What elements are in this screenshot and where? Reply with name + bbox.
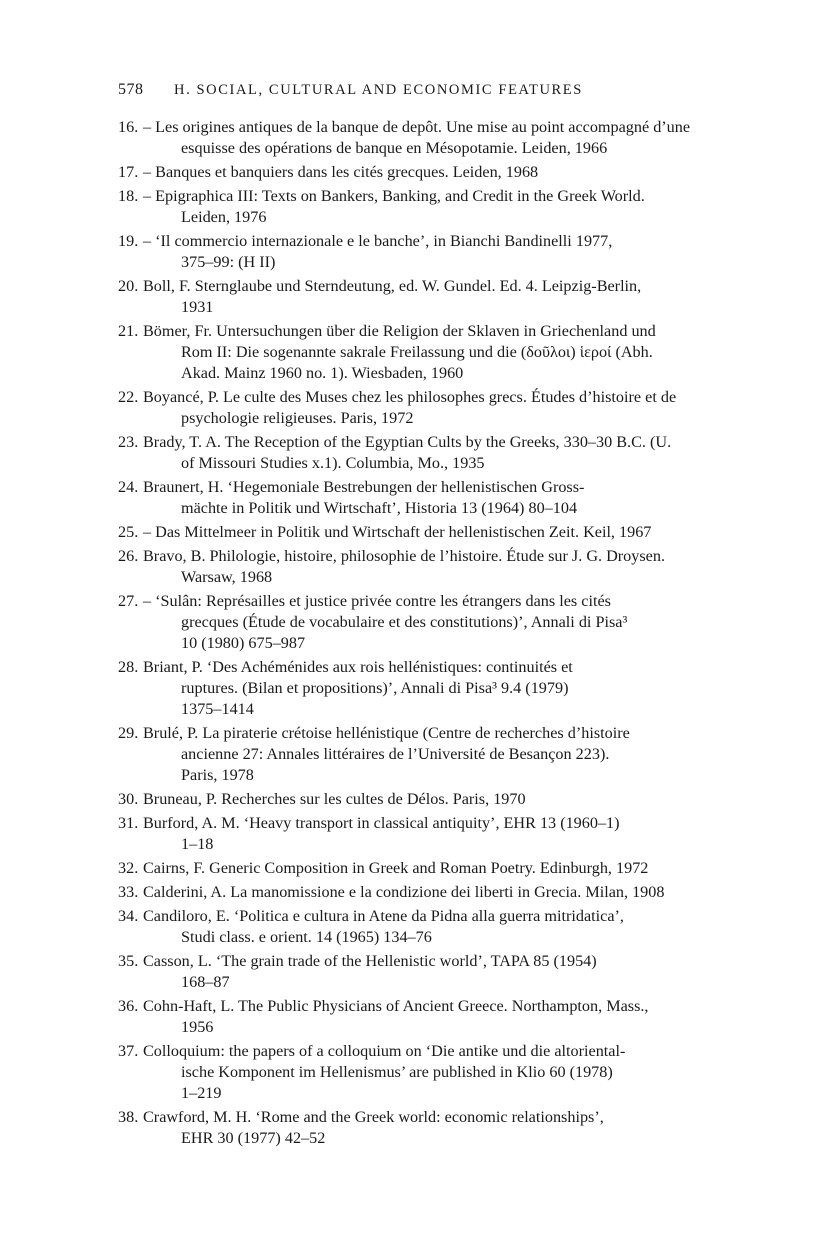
bibliography-entry: [118, 723, 730, 786]
bibliography-list: [118, 117, 730, 1152]
entry-line: Briant, P. ‘Des Achéménides aux rois hellénistiques: continuités et: [143, 658, 573, 676]
entry-number: 27.: [118, 592, 139, 610]
entry-line: Crawford, M. H. ‘Rome and the Greek world: economic relationships’,: [143, 1108, 604, 1126]
entry-number: 19.: [118, 232, 139, 250]
entry-line: grecques (Étude de vocabulaire et des constitutions)’, Annali di Pisa³: [181, 613, 628, 631]
entry-line: ruptures. (Bilan et propositions)’, Annali di Pisa³ 9.4 (1979): [181, 679, 569, 697]
entry-line: Colloquium: the papers of a colloquium on ‘Die antike und die altoriental-: [143, 1042, 626, 1060]
bibliography-entry: [118, 546, 730, 588]
entry-line: 375–99: (H II): [181, 253, 276, 271]
entry-line: Rom II: Die sogenannte sakrale Freilassung und die (δοῦλοι) ἱεροί (Abh.: [181, 343, 653, 361]
entry-line: Burford, A. M. ‘Heavy transport in classical antiquity’, EHR 13 (1960–1): [143, 814, 620, 832]
bibliography-entry: [118, 906, 730, 948]
entry-number: 16.: [118, 118, 139, 136]
entry-number: 22.: [118, 388, 139, 406]
entry-line: Brady, T. A. The Reception of the Egyptian Cults by the Greeks, 330–30 B.C. (U.: [143, 433, 672, 451]
entry-line: Braunert, H. ‘Hegemoniale Bestrebungen der hellenistischen Gross-: [143, 478, 585, 496]
entry-number: 20.: [118, 277, 139, 295]
entry-number: 17.: [118, 163, 139, 181]
entry-number: 21.: [118, 322, 139, 340]
entry-line: – Epigraphica III: Texts on Bankers, Banking, and Credit in the Greek World.: [143, 187, 645, 205]
entry-number: 31.: [118, 814, 139, 832]
bibliography-entry: [118, 789, 730, 810]
entry-line: 1375–1414: [181, 700, 254, 718]
bibliography-entry: [118, 996, 730, 1038]
running-head: H. SOCIAL, CULTURAL AND ECONOMIC FEATURES: [174, 82, 583, 98]
entry-number: 34.: [118, 907, 139, 925]
entry-line: 1956: [181, 1018, 214, 1036]
entry-line: – ‘Sulân: Représailles et justice privée contre les étrangers dans les cités: [143, 592, 611, 610]
entry-line: 1931: [181, 298, 214, 316]
entry-line: Candiloro, E. ‘Politica e cultura in Atene da Pidna alla guerra mitridatica’,: [143, 907, 624, 925]
bibliography-entry: [118, 813, 730, 855]
entry-line: Boll, F. Sternglaube und Sterndeutung, ed. W. Gundel. Ed. 4. Leipzig-Berlin,: [143, 277, 642, 295]
entry-number: 35.: [118, 952, 139, 970]
bibliography-entry: [118, 657, 730, 720]
entry-line: psychologie religieuses. Paris, 1972: [181, 409, 414, 427]
page-header: [118, 78, 718, 102]
entry-line: Leiden, 1976: [181, 208, 267, 226]
entry-line: – Banques et banquiers dans les cités grecques. Leiden, 1968: [143, 163, 539, 181]
bibliography-entry: [118, 432, 730, 474]
entry-number: 33.: [118, 883, 139, 901]
entry-number: 24.: [118, 478, 139, 496]
bibliography-entry: [118, 522, 730, 543]
entry-number: 29.: [118, 724, 139, 742]
entry-line: Casson, L. ‘The grain trade of the Hellenistic world’, TAPA 85 (1954): [143, 952, 597, 970]
entry-number: 28.: [118, 658, 139, 676]
bibliography-entry: [118, 882, 730, 903]
entry-number: 38.: [118, 1108, 139, 1126]
entry-line: – Les origines antiques de la banque de depôt. Une mise au point accompagné d’une: [143, 118, 691, 136]
entry-line: Bömer, Fr. Untersuchungen über die Religion der Sklaven in Griechenland und: [143, 322, 656, 340]
entry-line: mächte in Politik und Wirtschaft’, Historia 13 (1964) 80–104: [181, 499, 578, 517]
entry-line: Boyancé, P. Le culte des Muses chez les philosophes grecs. Études d’histoire et de: [143, 388, 677, 406]
entry-line: esquisse des opérations de banque en Mésopotamie. Leiden, 1966: [181, 139, 608, 157]
bibliography-entry: [118, 321, 730, 384]
entry-line: ische Komponent im Hellenismus’ are published in Klio 60 (1978): [181, 1063, 613, 1081]
entry-line: Bravo, B. Philologie, histoire, philosophie de l’histoire. Étude sur J. G. Droysen.: [143, 547, 665, 565]
bibliography-entry: [118, 1107, 730, 1149]
entry-line: ancienne 27: Annales littéraires de l’Université de Besançon 223).: [181, 745, 610, 763]
entry-number: 18.: [118, 187, 139, 205]
bibliography-entry: [118, 162, 730, 183]
entry-number: 30.: [118, 790, 139, 808]
entry-line: EHR 30 (1977) 42–52: [181, 1129, 326, 1147]
entry-number: 36.: [118, 997, 139, 1015]
entry-line: Warsaw, 1968: [181, 568, 273, 586]
entry-line: Studi class. e orient. 14 (1965) 134–76: [181, 928, 432, 946]
entry-number: 23.: [118, 433, 139, 451]
bibliography-entry: [118, 477, 730, 519]
entry-number: 25.: [118, 523, 139, 541]
entry-line: 1–18: [181, 835, 214, 853]
entry-line: 1–219: [181, 1084, 222, 1102]
entry-line: – Das Mittelmeer in Politik und Wirtschaft der hellenistischen Zeit. Keil, 1967: [143, 523, 652, 541]
bibliography-entry: [118, 858, 730, 879]
entry-line: – ‘Il commercio internazionale e le banche’, in Bianchi Bandinelli 1977,: [143, 232, 613, 250]
entry-line: Paris, 1978: [181, 766, 254, 784]
entry-line: 10 (1980) 675–987: [181, 634, 306, 652]
entry-line: Cairns, F. Generic Composition in Greek and Roman Poetry. Edinburgh, 1972: [143, 859, 649, 877]
entry-line: Cohn-Haft, L. The Public Physicians of Ancient Greece. Northampton, Mass.,: [143, 997, 649, 1015]
bibliography-entry: [118, 387, 730, 429]
bibliography-entry: [118, 186, 730, 228]
bibliography-entry: [118, 1041, 730, 1104]
entry-line: of Missouri Studies x.1). Columbia, Mo., 1935: [181, 454, 485, 472]
bibliography-entry: [118, 231, 730, 273]
bibliography-entry: [118, 951, 730, 993]
entry-line: Akad. Mainz 1960 no. 1). Wiesbaden, 1960: [181, 364, 464, 382]
entry-number: 32.: [118, 859, 139, 877]
entry-number: 26.: [118, 547, 139, 565]
entry-line: 168–87: [181, 973, 230, 991]
bibliography-entry: [118, 117, 730, 159]
entry-line: Bruneau, P. Recherches sur les cultes de Délos. Paris, 1970: [143, 790, 526, 808]
bibliography-entry: [118, 591, 730, 654]
entry-line: Calderini, A. La manomissione e la condizione dei liberti in Grecia. Milan, 1908: [143, 883, 665, 901]
entry-number: 37.: [118, 1042, 139, 1060]
page-number: 578: [118, 81, 144, 98]
bibliography-entry: [118, 276, 730, 318]
entry-line: Brulé, P. La piraterie crétoise hellénistique (Centre de recherches d’histoire: [143, 724, 630, 742]
